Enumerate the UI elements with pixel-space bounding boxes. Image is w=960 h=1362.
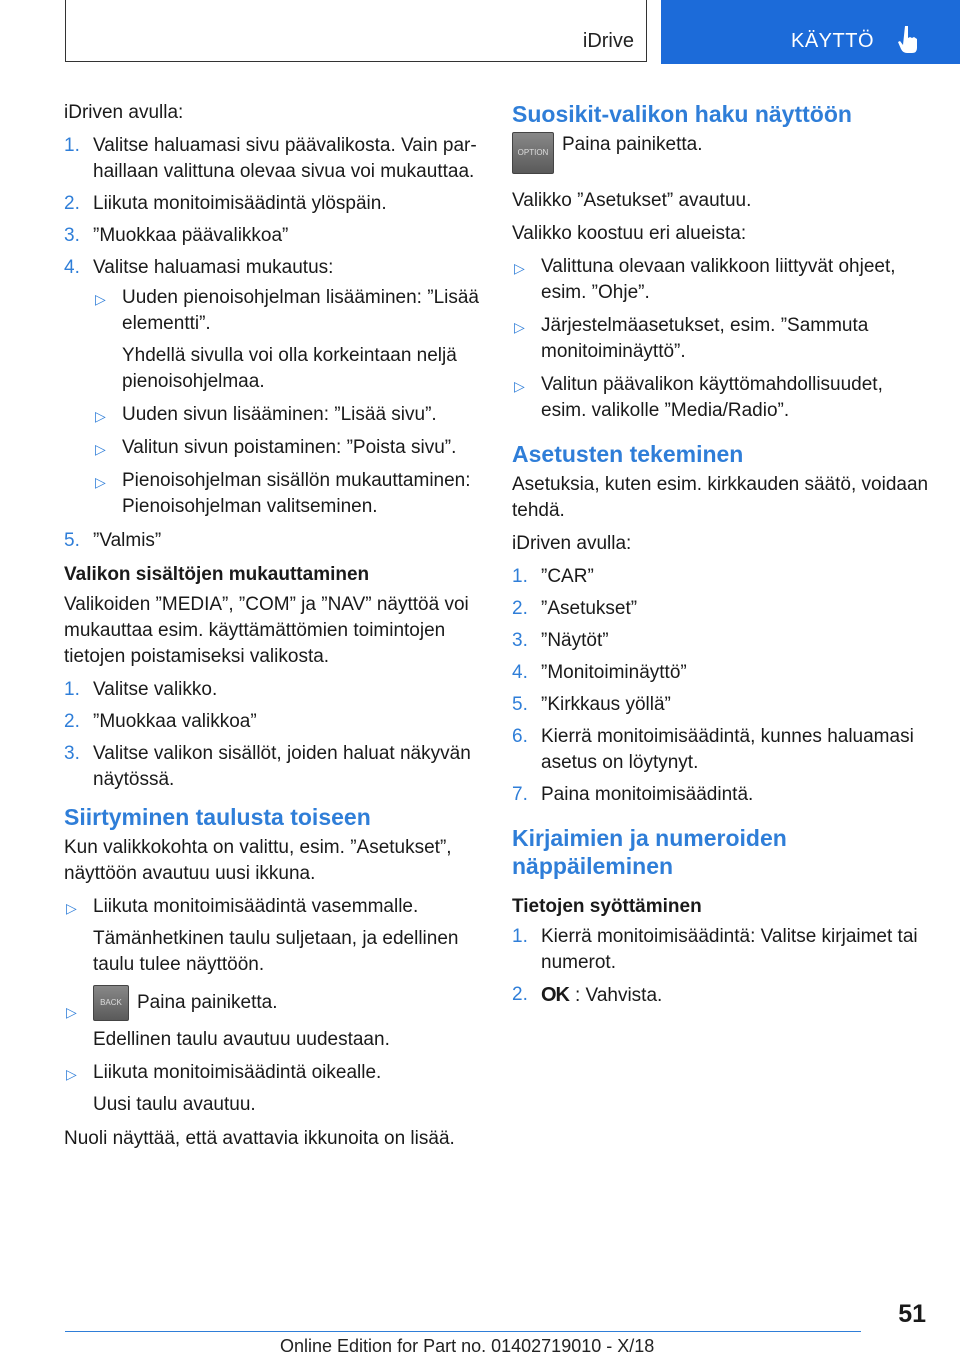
list-item: 3. Valitse valikon sisällöt, joiden haluat näkyvän näytössä. <box>64 743 471 790</box>
triangle-bullet-icon: ▷ <box>95 291 106 307</box>
fav-text-2: Valikko koostuu eri alueista: <box>512 223 747 244</box>
heading-keys: Kirjaimien ja numeroiden näppäileminen <box>512 825 787 879</box>
heading-favourites: Suosikit-valikon haku näyttöön <box>512 101 852 127</box>
list-item: ▷ Uuden sivun lisääminen: ”Lisää sivu”. <box>93 402 484 428</box>
footer-divider <box>65 1331 861 1332</box>
list-item: 2. Liikuta monitoimisäädintä ylöspäin. <box>64 193 387 214</box>
triangle-bullet-icon: ▷ <box>514 260 525 276</box>
intro-text: iDriven avulla: <box>64 102 184 123</box>
triangle-bullet-icon: ▷ <box>514 319 525 335</box>
list-item: 3. ”Näytöt” <box>512 630 609 651</box>
move-text: Kun valikkokohta on valittu, esim. ”Asetukset”, näyttöön avautuu uusi ikkuna. <box>64 837 452 884</box>
hand-pointer-icon <box>897 24 921 54</box>
subheading-input: Tietojen syöttäminen <box>512 896 702 917</box>
heading-settings: Asetusten tekeminen <box>512 441 744 467</box>
list-item: 2. ”Asetukset” <box>512 598 638 619</box>
list-item: ▷ Pienoisohjelman sisällön mukauttaminen: Pienoisohjelman valitseminen. <box>95 470 471 517</box>
move-end-text: Nuoli näyttää, että avattavia ikkunoita on lisää. <box>64 1128 455 1149</box>
option-press-row: OPTION Paina painiketta. <box>512 132 932 174</box>
list-item: 1. Kierrä monitoimisäädintä: Valitse kirjaimet tai numerot. <box>512 926 918 973</box>
left-column <box>64 100 484 1159</box>
content-text: Valikoiden ”MEDIA”, ”COM” ja ”NAV” näyttöä voi mukauttaa esim. käyttämättömien toimintojen tietojen poistamiseksi valikosta. <box>64 594 469 667</box>
heading-move: Siirtyminen taulusta toiseen <box>64 804 371 830</box>
triangle-bullet-icon: ▷ <box>66 900 77 916</box>
triangle-bullet-icon: ▷ <box>95 474 106 490</box>
list-item: ▷ Uuden pienoisohjelman lisääminen: ”Lisää elementti”. Yhdellä sivulla voi olla korkeintaan neljä pienoisohjelmaa. <box>95 287 479 392</box>
list-item: ▷ Valitun päävalikon käyttömahdollisuudet, esim. valikolle ”Media/Radio”. <box>514 374 883 421</box>
settings-text-1: Asetuksia, kuten esim. kirkkauden säätö, voidaan tehdä. <box>512 474 929 521</box>
list-item: 4. ”Monitoiminäyttö” <box>512 662 687 683</box>
list-item: 1. ”CAR” <box>512 566 594 587</box>
steps-list-content <box>64 677 484 793</box>
list-item: ▷ Valittuna olevaan valikkoon liittyvät ohjeet, esim. ”Ohje”. <box>514 256 896 303</box>
settings-steps <box>512 564 932 808</box>
triangle-bullet-icon: ▷ <box>514 378 525 394</box>
header-chapter: KÄYTTÖ <box>791 30 875 52</box>
list-item: 1. Valitse valikko. <box>64 679 218 700</box>
header-chapter-tab <box>661 0 960 64</box>
option-button-icon: OPTION <box>512 132 554 174</box>
ok-icon: OK <box>541 984 569 1006</box>
list-item: 5. ”Kirkkaus yöllä” <box>512 694 671 715</box>
list-item: ▷ Järjestelmäasetukset, esim. ”Sammuta monitoiminäyttö”. <box>514 315 869 362</box>
move-bullets <box>64 894 484 1118</box>
list-item: ▷ Liikuta monitoimisäädintä oikealle. Uusi taulu avautuu. <box>66 1062 382 1115</box>
step4-bullets <box>93 285 484 520</box>
list-item: 1. Valitse haluamasi sivu päävalikosta. Vain parhaillaan valittuna olevaa sivua voi mukauttaa. <box>64 135 477 182</box>
fav-bullets <box>512 254 932 424</box>
header-section: iDrive <box>582 30 634 52</box>
triangle-bullet-icon: ▷ <box>66 1066 77 1082</box>
triangle-bullet-icon: ▷ <box>95 441 106 457</box>
list-item: ▷ Liikuta monitoimisäädintä vasemmalle. Tämänhetkinen taulu suljetaan, ja edellinen taulu tulee näyttöön. <box>66 896 459 975</box>
subheading-content: Valikon sisältöjen mukauttaminen <box>64 564 370 585</box>
list-item: 5. ”Valmis” <box>64 530 162 551</box>
back-button-icon: BACK <box>93 985 129 1021</box>
list-item: 4. Valitse haluamasi mukautus: ▷ Uuden pienoisohjelman lisääminen: ”Lisää elementti”. Yhdellä sivulla voi olla korkeintaan neljä pienoisohjelmaa. ▷ Uuden sivun lisääminen: ”Lisää sivu”. ▷ Valitun sivun poistaminen: ”Poista sivu”. ▷ Pienoisohjelman sisällön mukauttaminen: Pienoisohjelman valitseminen. <box>64 255 484 520</box>
triangle-bullet-icon: ▷ <box>66 1004 77 1020</box>
list-item: 3. ”Muokkaa päävalikkoa” <box>64 225 289 246</box>
page-number: 51 <box>898 1300 926 1328</box>
settings-text-2: iDriven avulla: <box>512 533 632 554</box>
right-column <box>512 100 932 1017</box>
list-item: 7. Paina monitoimisäädintä. <box>512 784 754 805</box>
fav-text-1: Valikko ”Asetukset” avautuu. <box>512 190 752 211</box>
list-item: 2. OK : Vahvista. <box>512 984 663 1006</box>
list-item: ▷ BACK Paina painiketta. Edellinen taulu avautuu uudestaan. <box>64 985 484 1053</box>
input-steps <box>512 924 932 1009</box>
footer-edition: Online Edition for Part no. 01402719010 - X/18 <box>280 1336 655 1356</box>
list-item: ▷ Valitun sivun poistaminen: ”Poista sivu”. <box>93 435 484 461</box>
list-item: 2. ”Muokkaa valikkoa” <box>64 711 257 732</box>
header-box <box>65 0 647 62</box>
list-item: 6. Kierrä monitoimisäädintä, kunnes haluamasi asetus on löytynyt. <box>512 726 914 773</box>
steps-list-main <box>64 133 484 554</box>
triangle-bullet-icon: ▷ <box>95 408 106 424</box>
